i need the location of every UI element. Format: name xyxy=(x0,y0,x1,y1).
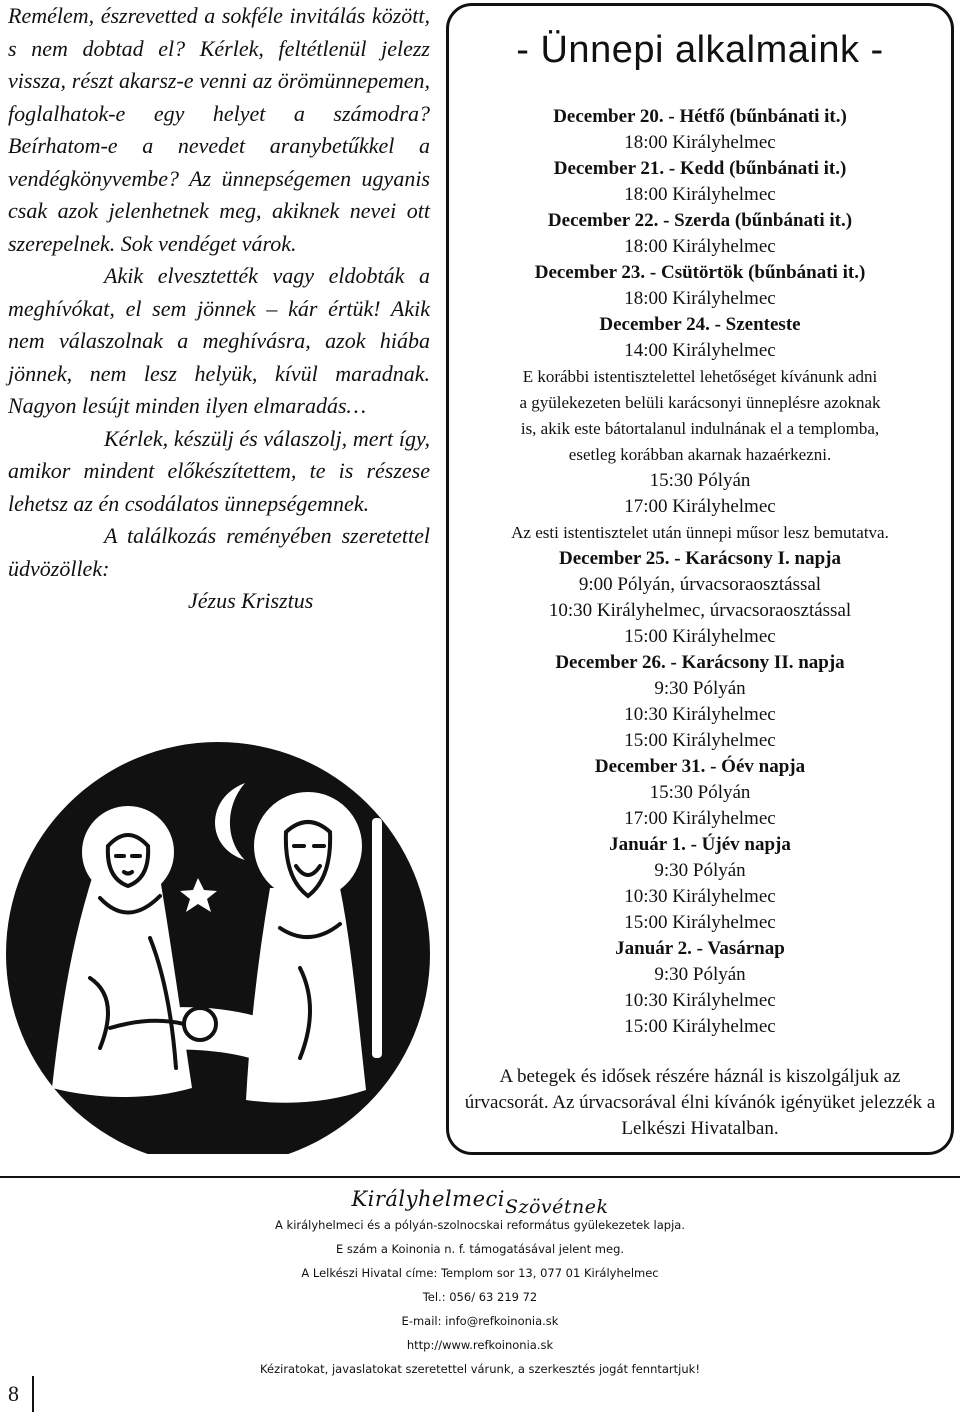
schedule-note: Az esti istentisztelet után ünnepi műsor lesz bemutatva. xyxy=(511,523,889,542)
schedule-service-time: 15:00 Királyhelmec xyxy=(624,1016,776,1037)
schedule-day-heading: December 24. - Szenteste xyxy=(599,314,801,335)
schedule-note: esetleg korábban akarnak hazaérkezni. xyxy=(568,445,832,464)
staff xyxy=(372,818,382,1058)
schedule-service-time: 9:30 Pólyán xyxy=(654,678,746,699)
schedule-service-time: 9:00 Pólyán, úrvacsoraosztással xyxy=(578,574,822,595)
publication-description: A királyhelmeci és a pólyán-szolnocskai református gyülekezetek lapja. xyxy=(275,1218,685,1232)
schedule-footnote: A betegek és idősek részére háznál is kiszolgáljuk az úrvacsorát. Az úrvacsorával élni kívánók igényüket jelezzék a Lelkészi Hivatalban. xyxy=(464,1066,936,1139)
schedule-service-time: 9:30 Pólyán xyxy=(654,860,746,881)
letter-paragraph-4: A találkozás reményében szeretettel üdvözöllek: xyxy=(8,523,430,581)
schedule-day-heading: December 26. - Karácsony II. napja xyxy=(555,652,845,673)
schedule-day-heading: December 20. - Hétfő (bűnbánati it.) xyxy=(553,106,847,127)
schedule-day-heading: December 23. - Csütörtök (bűnbánati it.) xyxy=(534,262,866,283)
schedule-service-time: 15:30 Pólyán xyxy=(649,782,751,803)
schedule-day-heading: Január 1. - Újév napja xyxy=(609,834,791,855)
schedule-service-time: 17:00 Királyhelmec xyxy=(624,496,776,517)
schedule-day-heading: Január 2. - Vasárnap xyxy=(615,938,785,959)
letter-paragraph-1: Remélem, észrevetted a sokféle invitálás között, s nem dobtad el? Kérlek, feltétlenül jelezz vissza, részt akarsz-e venni az örömünnepemen, foglalhatok-e egy helyet a számodra? Beírhatom-e a nevedet aranybetűkkel a vendégkönyvembe? Az ünnepségemen ugyanis csak azok jelenhetnek meg, akiknek nevei ott szerepelnek. Sok vendéget várok. xyxy=(8,3,430,256)
schedule-service-time: 18:00 Királyhelmec xyxy=(624,236,776,257)
invitation-letter xyxy=(8,0,430,618)
schedule-service-time: 10:30 Királyhelmec xyxy=(624,990,776,1011)
schedule-service-time: 15:00 Királyhelmec xyxy=(624,626,776,647)
schedule-service-time: 18:00 Királyhelmec xyxy=(624,288,776,309)
masthead xyxy=(200,1186,760,1381)
sponsor-note: E szám a Koinonia n. f. támogatásával jelent meg. xyxy=(335,1242,625,1256)
logo-part-1: Királyhelmeci xyxy=(351,1187,505,1211)
office-address: A Lelkészi Hivatal címe: Templom sor 13, 077 01 Királyhelmec xyxy=(301,1266,659,1280)
schedule-service-time: 18:00 Királyhelmec xyxy=(624,184,776,205)
letter-signature: Jézus Krisztus xyxy=(188,588,314,613)
schedule-day-heading: December 25. - Karácsony I. napja xyxy=(559,548,841,569)
schedule-service-time: 15:00 Királyhelmec xyxy=(624,912,776,933)
illustration-circle xyxy=(6,742,430,1154)
schedule-service-time: 14:00 Királyhelmec xyxy=(624,340,776,361)
logo-part-2: Szövétnek xyxy=(504,1196,609,1218)
holiday-schedule-box xyxy=(446,3,954,1155)
letter-paragraph-2: Akik elvesztették vagy eldobták a meghívókat, el sem jönnek – kár értük! Akik nem válaszolnak a meghívásra, azok hiába jönnek, nem lesz helyük, kívül maradnak. Nagyon lesújt minden ilyen elmaradás… xyxy=(8,263,430,418)
footer-divider xyxy=(0,1176,960,1178)
schedule-day-heading: December 22. - Szerda (bűnbánati it.) xyxy=(547,210,853,231)
schedule-note: is, akik este bátortalanul indulnának el a templomba, xyxy=(520,419,880,438)
office-email[interactable]: E-mail: info@refkoinonia.sk xyxy=(401,1314,559,1328)
schedule-service-time: 15:00 Királyhelmec xyxy=(624,730,776,751)
schedule-list xyxy=(449,104,951,1040)
schedule-service-time: 15:30 Pólyán xyxy=(649,470,751,491)
publication-logo xyxy=(200,1186,760,1218)
schedule-service-time: 10:30 Királyhelmec xyxy=(624,704,776,725)
schedule-title: - Ünnepi alkalmaink - xyxy=(516,29,884,71)
website-link[interactable]: http://www.refkoinonia.sk xyxy=(406,1338,554,1352)
editorial-note: Kéziratokat, javaslatokat szeretettel várunk, a szerkesztés jogát fenntartjuk! xyxy=(260,1362,700,1376)
schedule-service-time: 18:00 Királyhelmec xyxy=(624,132,776,153)
schedule-note: a gyülekezeten belüli karácsonyi ünneplésre azoknak xyxy=(519,393,881,412)
letter-paragraph-3: Kérlek, készülj és válaszolj, mert így, amikor mindent előkészítettem, te is részese lehetsz az én csodálatos ünnepségemnek. xyxy=(8,425,430,516)
schedule-service-time: 17:00 Királyhelmec xyxy=(624,808,776,829)
schedule-service-time: 10:30 Királyhelmec xyxy=(624,886,776,907)
schedule-service-time: 10:30 Királyhelmec, úrvacsoraosztással xyxy=(548,600,852,621)
schedule-day-heading: December 21. - Kedd (bűnbánati it.) xyxy=(553,158,847,179)
schedule-day-heading: December 31. - Óév napja xyxy=(594,756,806,777)
schedule-service-time: 9:30 Pólyán xyxy=(654,964,746,985)
page-number: 8 xyxy=(0,1376,34,1412)
schedule-note: E korábbi istentisztelettel lehetőséget kívánunk adni xyxy=(522,367,878,386)
office-phone: Tel.: 056/ 63 219 72 xyxy=(422,1290,538,1304)
nativity-illustration xyxy=(0,728,440,1154)
joseph-halo xyxy=(254,792,362,900)
